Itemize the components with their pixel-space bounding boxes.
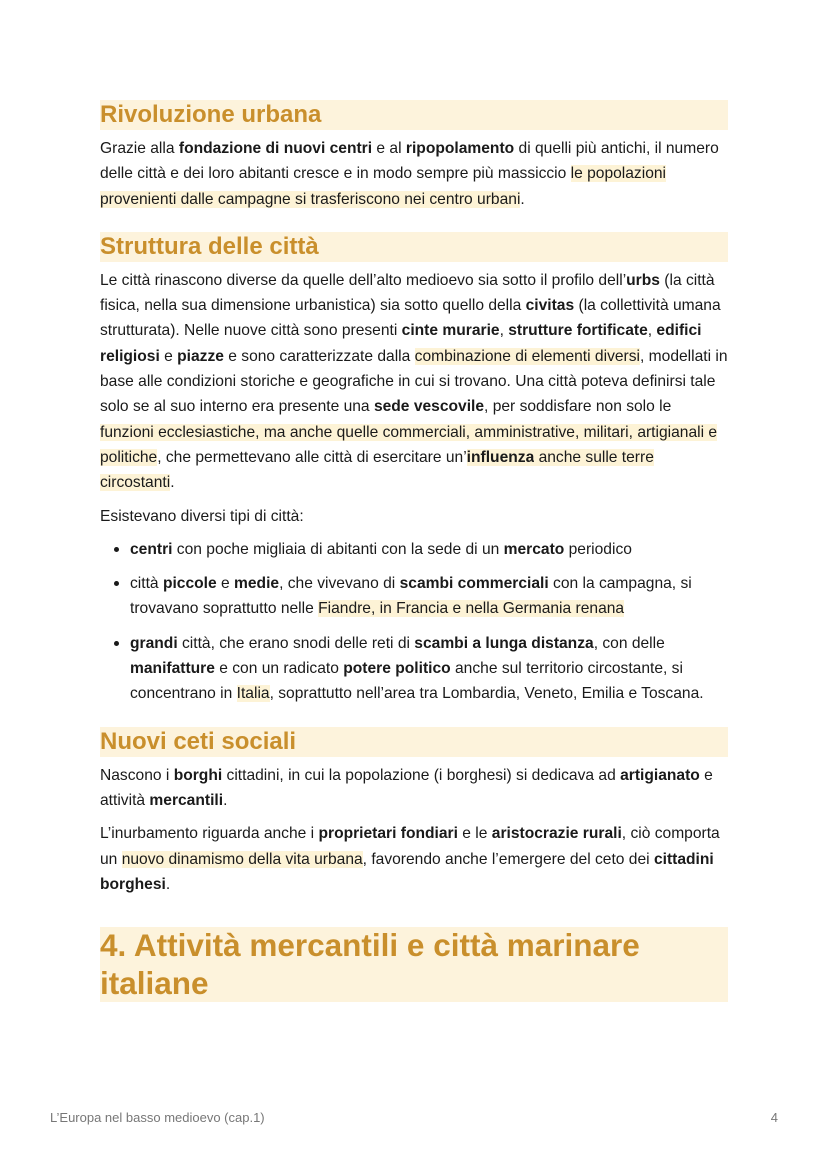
- paragraph: [100, 268, 728, 496]
- footer-title: L’Europa nel basso medioevo (cap.1): [50, 1110, 265, 1125]
- bold-text: ripopolamento: [405, 140, 515, 157]
- text-run: (la collettività umana strutturata). Nelle nuove città sono presenti: [100, 297, 721, 340]
- bold-text: scambi a lunga distanza: [414, 634, 594, 652]
- bold-text: piazze: [177, 347, 224, 365]
- text-run: città, che erano snodi delle reti di: [177, 634, 415, 652]
- text-run: , che permettevano alle città di esercitare un’: [157, 448, 467, 466]
- text-run: città: [130, 575, 163, 593]
- text-run: e al: [372, 140, 406, 157]
- text-run: ,: [499, 322, 509, 340]
- text-run: ,: [647, 322, 657, 340]
- page-content: [100, 100, 728, 1002]
- bold-text: sede vescovile: [373, 398, 485, 416]
- bold-text: centri: [130, 540, 173, 558]
- text-run: , per soddisfare non solo le: [484, 398, 672, 416]
- section-heading: Struttura delle città: [100, 232, 728, 262]
- text-run: Esistevano diversi tipi di città:: [100, 507, 304, 525]
- bold-text: strutture fortificate: [508, 322, 648, 340]
- text-run: L’inurbamento riguarda anche i: [100, 825, 319, 843]
- paragraph: [100, 504, 728, 529]
- text-run: di quelli più antichi, il numero delle città e dei loro abitanti cresce e in modo sempre più massiccio: [100, 140, 719, 183]
- text-run: con la campagna, si trovavano soprattutto nelle: [130, 575, 692, 618]
- bold-text: proprietari fondiari: [318, 825, 458, 843]
- section-heading: Nuovi ceti sociali: [100, 727, 728, 757]
- paragraph: [100, 763, 728, 814]
- bold-text: aristocrazie rurali: [491, 825, 622, 843]
- highlighted-text: le popolazioni provenienti dalle campagne si trasferiscono nei centro urbani: [100, 165, 667, 208]
- text-run: periodico: [564, 540, 632, 558]
- highlighted-text: anche sulle terre circostanti: [100, 448, 654, 492]
- text-run: anche sul territorio circostante, si concentrano in: [130, 660, 683, 703]
- text-run: Le città rinascono diverse da quelle dell’alto medioevo sia sotto il profilo dell’: [100, 271, 627, 289]
- text-run: .: [223, 791, 228, 809]
- text-run: , favorendo anche l’emergere del ceto dei: [362, 850, 654, 868]
- list-item: [130, 537, 728, 562]
- bold-text: potere politico: [343, 660, 451, 678]
- paragraph: [100, 136, 728, 212]
- section-heading: Rivoluzione urbana: [100, 100, 728, 130]
- bold-text: manifatture: [130, 660, 215, 678]
- page-footer: [50, 1110, 778, 1125]
- text-run: , che vivevano di: [279, 575, 400, 593]
- list-item: [130, 631, 728, 707]
- text-run: con poche migliaia di abitanti con la sede di un: [172, 540, 504, 558]
- highlighted-text: combinazione di elementi diversi: [414, 347, 640, 365]
- text-run: , soprattutto nell’area tra Lombardia, Veneto, Emilia e Toscana.: [269, 685, 704, 703]
- text-run: e attività: [100, 766, 713, 809]
- bold-text: cittadini borghesi: [100, 850, 714, 893]
- text-run: e: [216, 575, 235, 593]
- text-run: , ciò comporta un: [100, 825, 720, 868]
- text-run: e con un radicato: [214, 660, 344, 678]
- bold-text: piccole: [162, 575, 217, 593]
- bold-text: fondazione di nuovi centri: [178, 140, 373, 157]
- chapter-heading: 4. Attività mercantili e città marinare italiane: [100, 927, 728, 1002]
- text-run: , con delle: [593, 634, 665, 652]
- text-run: Grazie alla: [100, 140, 179, 157]
- text-run: .: [520, 190, 525, 208]
- page-number: 4: [770, 1110, 778, 1125]
- city-types-list: [100, 537, 728, 707]
- text-run: e sono caratterizzate dalla: [223, 347, 415, 365]
- paragraph: [100, 821, 728, 897]
- bold-text: mercato: [503, 540, 565, 558]
- list-item: [130, 571, 728, 622]
- text-run: (la città fisica, nella sua dimensione urbanistica) sia sotto quello della: [100, 271, 715, 315]
- bold-text: grandi: [130, 634, 178, 652]
- bold-text: cinte murarie: [401, 322, 500, 340]
- highlighted-text: Italia: [236, 685, 270, 703]
- text-run: .: [165, 875, 171, 893]
- text-run: , modellati in base alle condizioni storiche e geografiche in cui si trovano. Una città poteva definirsi tale solo se al suo interno era presente una: [100, 347, 728, 416]
- text-run: e le: [457, 825, 492, 843]
- highlighted-text: funzioni ecclesiastiche, ma anche quelle commerciali, amministrative, militari, artigianali e politiche: [100, 423, 718, 466]
- text-run: e: [159, 347, 178, 365]
- highlighted-text: Fiandre, in Francia e nella Germania renana: [318, 600, 625, 618]
- bold-text: civitas: [525, 297, 575, 315]
- text-run: .: [170, 474, 175, 492]
- highlighted-text: nuovo dinamismo della vita urbana: [121, 850, 363, 868]
- bold-text: edifici religiosi: [100, 322, 702, 365]
- bold-text: scambi commerciali: [399, 575, 549, 593]
- bold-text: artigianato: [620, 766, 700, 784]
- bold-text: borghi: [173, 766, 223, 784]
- bold-text: mercantili: [149, 791, 224, 809]
- text-run: Nascono i: [100, 766, 174, 784]
- bold-text: medie: [234, 575, 280, 593]
- text-run: cittadini, in cui la popolazione (i borghesi) si dedicava ad: [222, 766, 621, 784]
- bold-text: influenza: [466, 448, 535, 466]
- bold-text: urbs: [626, 271, 660, 289]
